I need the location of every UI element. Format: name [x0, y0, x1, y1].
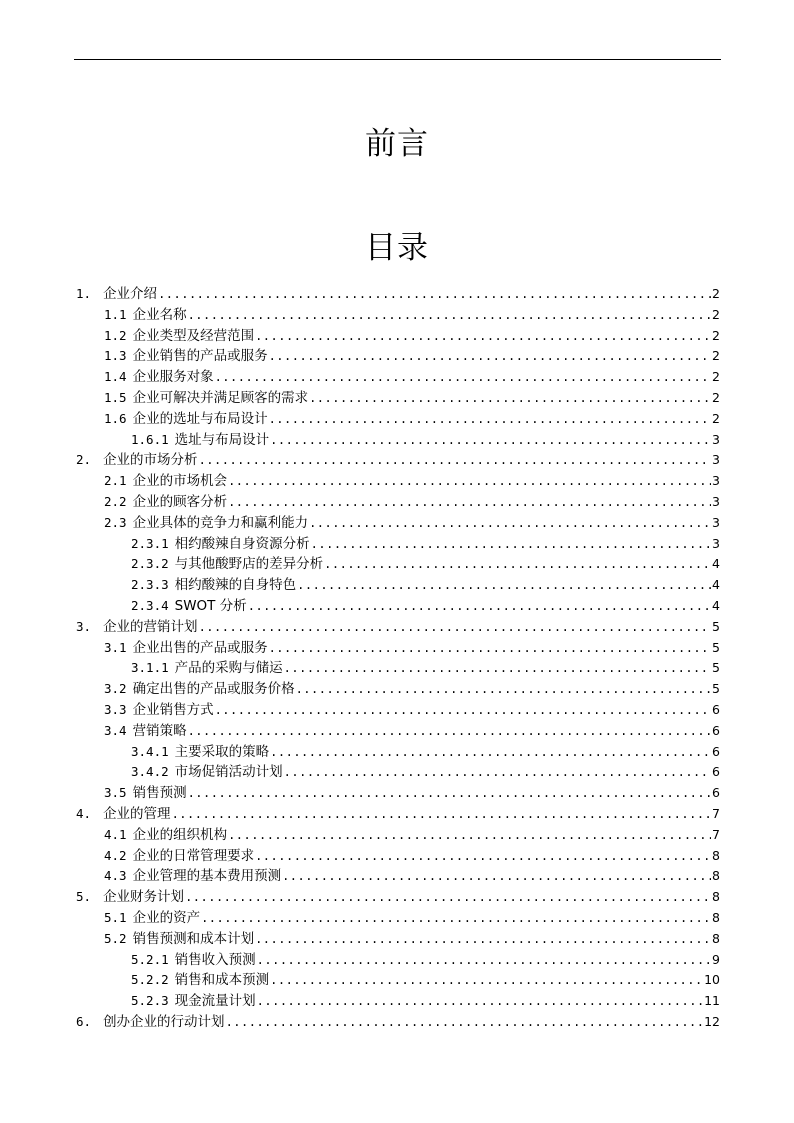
toc-entry[interactable] — [76, 346, 720, 367]
toc-entry-title: 企业销售方式 — [132, 701, 214, 718]
toc-entry[interactable] — [76, 1012, 720, 1033]
toc-dot-leader — [269, 409, 711, 430]
toc-entry-number: 1.4 — [104, 369, 127, 385]
toc-dot-leader — [257, 991, 703, 1012]
toc-entry-title: 主要采取的策略 — [174, 743, 270, 760]
toc-entry[interactable] — [76, 596, 720, 617]
toc-entry-title: 企业的市场机会 — [132, 473, 228, 490]
toc-entry-page-number: 4 — [712, 556, 720, 572]
toc-entry-title: 营销策略 — [132, 722, 187, 739]
toc-entry-title: 企业的组织机构 — [132, 826, 228, 843]
toc-dot-leader — [226, 1012, 704, 1033]
toc-dot-leader — [284, 658, 711, 679]
toc-dot-leader — [324, 554, 711, 575]
toc-entry[interactable] — [76, 388, 720, 409]
toc-entry-number: 1.6.1 — [131, 431, 169, 447]
toc-entry-page-number: 2 — [712, 286, 720, 301]
toc-entry-page-number: 2 — [712, 410, 720, 426]
toc-entry[interactable] — [76, 700, 720, 721]
toc-entry[interactable] — [76, 970, 720, 991]
table-of-contents — [76, 284, 720, 1033]
toc-entry-page-number: 3 — [712, 452, 720, 468]
toc-entry[interactable] — [76, 929, 720, 950]
toc-entry-number: 5.2.1 — [131, 951, 169, 967]
toc-dot-leader — [228, 471, 711, 492]
toc-entry[interactable] — [76, 721, 720, 742]
toc-entry-number: 4.3 — [104, 868, 127, 884]
toc-dot-leader — [311, 534, 711, 555]
toc-entry-title: 企业的管理 — [103, 805, 171, 822]
toc-entry-page-number: 7 — [712, 805, 720, 821]
toc-dot-leader — [215, 367, 711, 388]
toc-entry-page-number: 2 — [712, 369, 720, 385]
toc-entry[interactable] — [76, 804, 720, 825]
toc-entry-page-number: 2 — [712, 306, 720, 322]
toc-entry[interactable] — [76, 367, 720, 388]
toc-entry-title: 选址与布局设计 — [174, 431, 270, 448]
toc-entry-page-number: 2 — [712, 348, 720, 364]
toc-entry-title: 企业的资产 — [132, 909, 201, 926]
toc-entry[interactable] — [76, 762, 720, 783]
toc-entry-page-number: 10 — [704, 972, 720, 988]
toc-entry-number: 4. — [76, 805, 92, 821]
toc-entry-number: 3.1 — [104, 639, 127, 655]
toc-entry-title: 销售预测和成本计划 — [132, 930, 255, 947]
toc-dot-leader — [255, 929, 711, 950]
toc-dot-leader — [201, 908, 711, 929]
toc-entry-title: 市场促销活动计划 — [174, 764, 283, 781]
toc-entry-number: 1. — [76, 286, 92, 301]
toc-entry-page-number: 3 — [712, 473, 720, 489]
toc-entry[interactable] — [76, 950, 720, 971]
toc-entry-number: 1.2 — [104, 327, 127, 343]
toc-entry-title: 企业的日常管理要求 — [132, 847, 255, 864]
toc-entry-number: 3.4.2 — [131, 764, 169, 780]
toc-entry-title: 现金流量计划 — [174, 993, 256, 1010]
toc-entry-title: 企业类型及经营范围 — [132, 327, 255, 344]
toc-entry-page-number: 8 — [712, 909, 720, 925]
toc-entry-number: 5.1 — [104, 909, 127, 925]
toc-entry-number: 1.3 — [104, 348, 127, 364]
toc-entry-title: 企业出售的产品或服务 — [132, 639, 268, 656]
toc-entry[interactable] — [76, 825, 720, 846]
toc-dot-leader — [282, 866, 711, 887]
toc-entry-number: 2.1 — [104, 473, 127, 489]
toc-entry-page-number: 8 — [712, 930, 720, 946]
toc-entry-title: 创办企业的行动计划 — [103, 1013, 225, 1030]
toc-entry-number: 3.4 — [104, 722, 127, 738]
toc-entry[interactable] — [76, 554, 720, 575]
toc-entry[interactable] — [76, 409, 720, 430]
toc-entry-title: 企业具体的竞争力和赢利能力 — [132, 514, 309, 531]
toc-entry-title: 销售预测 — [132, 785, 187, 802]
toc-entry-page-number: 8 — [712, 889, 720, 905]
toc-dot-leader — [270, 970, 703, 991]
toc-entry-title: 相约酸辣的自身特色 — [174, 577, 297, 594]
toc-entry-page-number: 6 — [712, 701, 720, 717]
toc-entry-title: 企业服务对象 — [132, 369, 214, 386]
toc-entry[interactable] — [76, 742, 720, 763]
toc-entry-page-number: 6 — [712, 743, 720, 759]
toc-entry-page-number: 5 — [712, 639, 720, 655]
toc-entry[interactable] — [76, 617, 720, 638]
toc-entry-title: 企业财务计划 — [103, 889, 185, 906]
header-rule — [74, 59, 721, 60]
toc-dot-leader — [269, 638, 711, 659]
toc-dot-leader — [215, 700, 711, 721]
toc-entry[interactable] — [76, 471, 720, 492]
toc-entry-number: 5. — [76, 889, 92, 905]
toc-dot-leader — [309, 388, 711, 409]
toc-dot-leader — [255, 326, 711, 347]
toc-entry-number: 1.5 — [104, 389, 127, 405]
toc-entry-page-number: 4 — [712, 577, 720, 593]
toc-entry-page-number: 11 — [704, 993, 720, 1009]
toc-entry-title: 企业销售的产品或服务 — [132, 348, 268, 365]
toc-entry-number: 5.2.2 — [131, 972, 169, 988]
toc-entry-number: 2.3.4 — [131, 597, 169, 613]
toc-entry[interactable] — [76, 908, 720, 929]
toc-entry-number: 2.2 — [104, 493, 127, 509]
toc-dot-leader — [185, 887, 711, 908]
toc-entry[interactable] — [76, 638, 720, 659]
toc-entry-page-number: 6 — [712, 722, 720, 738]
toc-dot-leader — [228, 825, 711, 846]
toc-entry[interactable] — [76, 492, 720, 513]
toc-entry-title: 企业的选址与布局设计 — [132, 410, 268, 427]
toc-dot-leader — [188, 721, 711, 742]
toc-dot-leader — [199, 450, 711, 471]
toc-entry-number: 5.2 — [104, 930, 127, 946]
toc-entry-number: 2.3 — [104, 514, 127, 530]
toc-entry[interactable] — [76, 430, 720, 451]
toc-entry-number: 6. — [76, 1013, 92, 1029]
toc-entry-page-number: 2 — [712, 389, 720, 405]
toc-entry-number: 3.5 — [104, 785, 127, 801]
toc-entry[interactable] — [76, 326, 720, 347]
toc-entry[interactable] — [76, 866, 720, 887]
preface-title: 前言 — [365, 126, 429, 162]
toc-dot-leader — [257, 950, 711, 971]
toc-dot-leader — [296, 679, 711, 700]
toc-entry-number: 2.3.3 — [131, 577, 169, 593]
toc-entry-number: 3.2 — [104, 681, 127, 697]
toc-entry-page-number: 12 — [704, 1013, 720, 1029]
toc-dot-leader — [172, 804, 711, 825]
toc-dot-leader — [248, 596, 711, 617]
toc-entry-number: 3. — [76, 618, 92, 634]
toc-entry[interactable] — [76, 534, 720, 555]
toc-dot-leader — [270, 430, 711, 451]
toc-entry-page-number: 8 — [712, 847, 720, 863]
toc-entry-page-number: 3 — [712, 514, 720, 530]
toc-entry-title: 企业的顾客分析 — [132, 493, 228, 510]
toc-entry-number: 1.6 — [104, 410, 127, 426]
toc-entry[interactable] — [76, 305, 720, 326]
toc-entry-page-number: 6 — [712, 764, 720, 780]
toc-entry-number: 1.1 — [104, 306, 127, 322]
toc-dot-leader — [309, 513, 711, 534]
toc-entry-number: 2. — [76, 452, 92, 468]
toc-entry-number: 2.3.1 — [131, 535, 169, 551]
toc-entry-page-number: 5 — [712, 681, 720, 697]
toc-dot-leader — [158, 284, 711, 305]
toc-entry[interactable] — [76, 991, 720, 1012]
toc-dot-leader — [297, 575, 711, 596]
toc-entry-page-number: 5 — [712, 660, 720, 676]
toc-dot-leader — [199, 617, 711, 638]
toc-entry[interactable] — [76, 450, 720, 471]
toc-dot-leader — [228, 492, 711, 513]
toc-entry-page-number: 5 — [712, 618, 720, 634]
toc-entry-number: 3.1.1 — [131, 660, 169, 676]
toc-entry-number: 3.4.1 — [131, 743, 169, 759]
toc-entry-page-number: 2 — [712, 327, 720, 343]
toc-dot-leader — [284, 762, 711, 783]
toc-entry[interactable] — [76, 658, 720, 679]
toc-entry[interactable] — [76, 846, 720, 867]
toc-entry[interactable] — [76, 284, 720, 305]
toc-entry-page-number: 4 — [712, 597, 720, 613]
toc-entry-number: 4.2 — [104, 847, 127, 863]
toc-entry-title: 销售和成本预测 — [174, 972, 270, 989]
toc-entry-page-number: 3 — [712, 431, 720, 447]
toc-dot-leader — [269, 346, 711, 367]
toc-entry-title: 企业可解决并满足顾客的需求 — [132, 389, 309, 406]
toc-dot-leader — [255, 846, 711, 867]
toc-entry-title: 企业的市场分析 — [103, 452, 198, 469]
toc-dot-leader — [188, 305, 711, 326]
toc-entry-title: SWOT 分析 — [174, 597, 247, 614]
toc-dot-leader — [188, 783, 711, 804]
toc-entry[interactable] — [76, 513, 720, 534]
toc-entry-page-number: 3 — [712, 535, 720, 551]
toc-entry[interactable] — [76, 575, 720, 596]
toc-entry[interactable] — [76, 887, 720, 908]
toc-entry-number: 5.2.3 — [131, 993, 169, 1009]
toc-entry-title: 与其他酸野店的差异分析 — [174, 556, 324, 573]
toc-entry-page-number: 3 — [712, 493, 720, 509]
toc-entry-number: 2.3.2 — [131, 556, 169, 572]
toc-entry-title: 确定出售的产品或服务价格 — [132, 681, 295, 698]
toc-entry-title: 企业的营销计划 — [103, 618, 198, 635]
toc-entry-page-number: 7 — [712, 826, 720, 842]
toc-entry-page-number: 8 — [712, 868, 720, 884]
toc-entry-title: 产品的采购与储运 — [174, 660, 283, 677]
toc-entry-number: 4.1 — [104, 826, 127, 842]
toc-entry-title: 企业介绍 — [103, 286, 158, 302]
toc-entry-title: 销售收入预测 — [174, 951, 256, 968]
toc-entry-title: 企业管理的基本费用预测 — [132, 868, 282, 885]
toc-entry[interactable] — [76, 783, 720, 804]
toc-dot-leader — [270, 742, 711, 763]
toc-title: 目录 — [365, 230, 429, 266]
toc-entry-page-number: 9 — [712, 951, 720, 967]
toc-entry-page-number: 6 — [712, 785, 720, 801]
toc-entry-title: 企业名称 — [132, 306, 187, 323]
toc-entry-number: 3.3 — [104, 701, 127, 717]
toc-entry-title: 相约酸辣自身资源分析 — [174, 535, 310, 552]
toc-entry[interactable] — [76, 679, 720, 700]
